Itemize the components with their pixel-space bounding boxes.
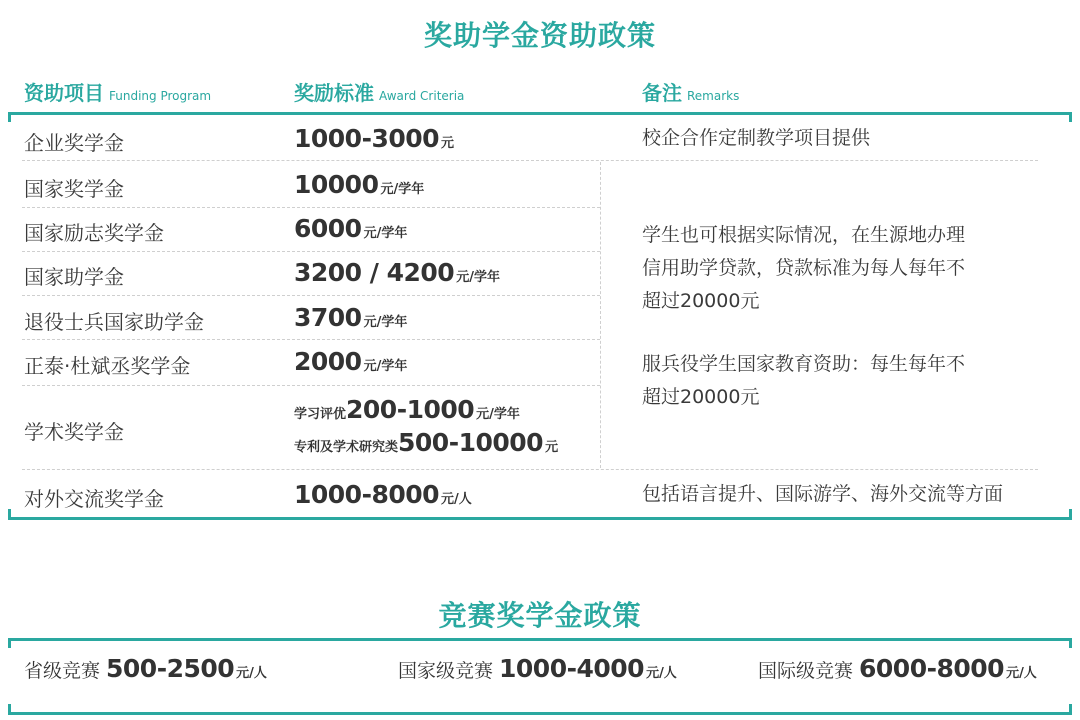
- competition-unit: 元/人: [1006, 666, 1037, 681]
- row-name-national: 国家奖学金: [24, 177, 124, 201]
- remark-loan: [642, 219, 965, 318]
- row-name-exchange: 对外交流奖学金: [24, 487, 164, 511]
- award-unit: 元/学年: [456, 270, 500, 285]
- row-award-grant: [294, 258, 500, 287]
- row-divider: [22, 339, 600, 340]
- header-award-en: Award Criteria: [379, 89, 465, 103]
- competition-national: [398, 654, 677, 683]
- row-name-enterprise: 企业奖学金: [24, 131, 124, 155]
- remark-military-line: 超过20000元: [642, 386, 760, 408]
- header-remarks-en: Remarks: [687, 89, 740, 103]
- row-award-zhengtai: [294, 347, 407, 376]
- row-award-enterprise: [294, 124, 454, 153]
- header-remarks-cn: 备注: [642, 81, 682, 105]
- header-award-criteria: [294, 77, 464, 106]
- row-name-inspirational: 国家励志奖学金: [24, 221, 164, 245]
- header-program-cn: 资助项目: [24, 81, 104, 105]
- remark-enterprise: 校企合作定制教学项目提供: [642, 127, 871, 149]
- table-right-top-bracket: [1069, 112, 1072, 122]
- header-funding-program: [24, 77, 211, 106]
- award-amount: 3200 / 4200: [294, 258, 455, 287]
- row-name-academic: 学术奖学金: [24, 420, 124, 444]
- competition-unit: 元/人: [236, 666, 267, 681]
- award-unit: 元/学年: [363, 226, 408, 241]
- table-left-bottom-bracket: [8, 509, 11, 520]
- row-divider: [22, 385, 600, 386]
- competition-right-top-bracket: [1069, 638, 1072, 648]
- header-remarks: [642, 77, 739, 106]
- competition-amount: 500-2500: [106, 654, 235, 683]
- award-amount: 2000: [294, 347, 362, 376]
- table-left-top-bracket: [8, 112, 11, 122]
- competition-provincial: [24, 654, 267, 683]
- award-amount: 10000: [294, 170, 379, 199]
- row-divider: [22, 160, 1038, 161]
- row-name-zhengtai: 正泰·杜斌丞奖学金: [24, 354, 191, 378]
- award-unit: 元/学年: [380, 182, 425, 197]
- award-unit: 元/学年: [363, 359, 408, 374]
- competition-unit: 元/人: [646, 666, 677, 681]
- header-program-en: Funding Program: [109, 89, 212, 103]
- award-unit: 元/学年: [363, 315, 408, 330]
- row-award-inspirational: [294, 214, 407, 243]
- row-award-national: [294, 170, 424, 199]
- row-award-veteran: [294, 303, 407, 332]
- award-amount: 6000: [294, 214, 362, 243]
- competition-title: 竞赛奖学金政策: [438, 599, 642, 632]
- award-prefix: 学习评优: [294, 407, 347, 422]
- award-amount: 1000-3000: [294, 124, 440, 153]
- row-divider: [22, 295, 600, 296]
- row-name-grant: 国家助学金: [24, 265, 124, 289]
- award-amount: 200-1000: [346, 395, 475, 424]
- award-unit: 元: [441, 136, 455, 151]
- table-right-bottom-bracket: [1069, 509, 1072, 520]
- remark-loan-line: 超过20000元: [642, 290, 760, 312]
- row-award-exchange: [294, 480, 472, 509]
- award-amount: 3700: [294, 303, 362, 332]
- competition-bottom-border: [8, 712, 1072, 715]
- row-divider: [22, 207, 600, 208]
- competition-label: 国家级竞赛: [398, 660, 494, 682]
- row-divider: [22, 469, 1038, 470]
- page-title: 奖助学金资助政策: [423, 19, 656, 52]
- remark-loan-line: 学生也可根据实际情况，在生源地办理: [642, 224, 966, 246]
- competition-international: [758, 654, 1037, 683]
- row-name-veteran: 退役士兵国家助学金: [24, 310, 204, 334]
- award-unit: 元/学年: [476, 407, 520, 422]
- remark-exchange: 包括语言提升、国际游学、海外交流等方面: [642, 483, 1004, 505]
- competition-left-top-bracket: [8, 638, 11, 648]
- award-amount: 500-10000: [398, 428, 544, 457]
- column-divider: [600, 162, 601, 468]
- row-award-academic-line2: [294, 428, 558, 457]
- row-award-academic-line1: [294, 395, 520, 424]
- table-top-border: [8, 112, 1072, 115]
- table-bottom-border: [8, 517, 1072, 520]
- award-unit: 元: [545, 440, 559, 455]
- remark-military: [642, 348, 965, 414]
- award-prefix: 专利及学术研究类: [294, 440, 399, 455]
- header-award-cn: 奖励标准: [294, 81, 374, 105]
- award-unit: 元/人: [441, 492, 472, 507]
- competition-label: 省级竞赛: [24, 660, 101, 682]
- competition-label: 国际级竞赛: [758, 660, 854, 682]
- competition-amount: 6000-8000: [859, 654, 1005, 683]
- award-amount: 1000-8000: [294, 480, 440, 509]
- remark-loan-line: 信用助学贷款，贷款标准为每人每年不: [642, 257, 966, 279]
- remark-military-line: 服兵役学生国家教育资助：每生每年不: [642, 353, 966, 375]
- row-divider: [22, 251, 600, 252]
- competition-top-border: [8, 638, 1072, 641]
- competition-amount: 1000-4000: [499, 654, 645, 683]
